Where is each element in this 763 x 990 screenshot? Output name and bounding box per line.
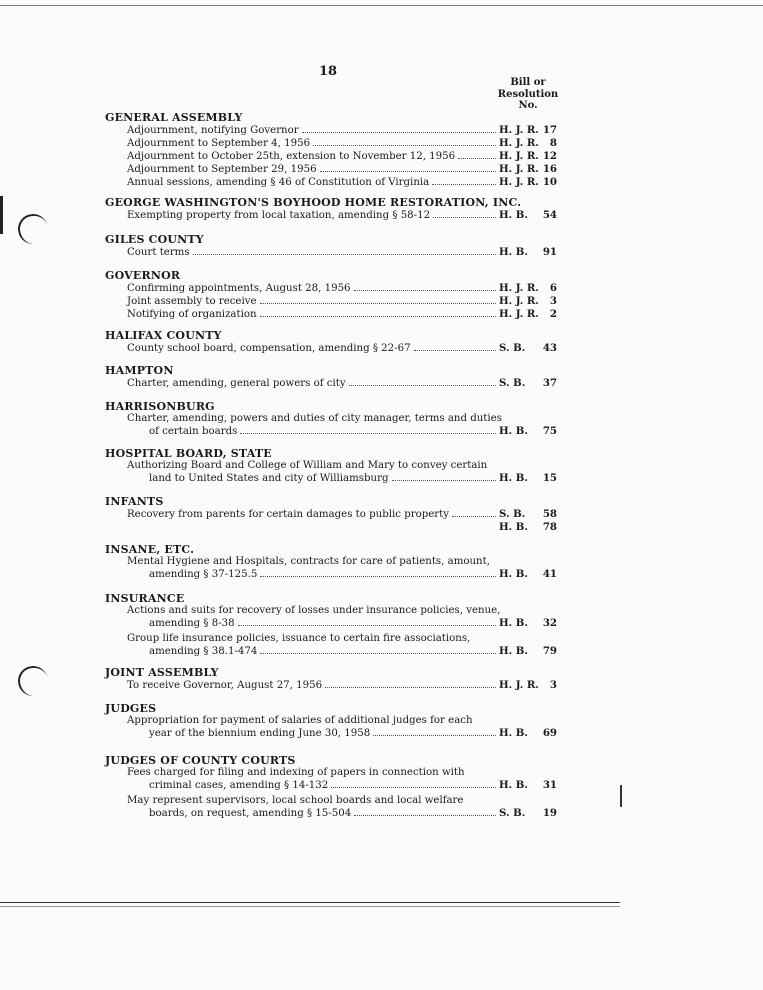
entry-text-continued: amending § 8-38 — [149, 618, 235, 629]
dot-leader — [354, 290, 496, 291]
section-heading: GEORGE WASHINGTON'S BOYHOOD HOME RESTORATION, INC. — [105, 196, 522, 209]
entry-line — [105, 282, 557, 295]
entry-text: Authorizing Board and College of William and Mary to convey certain — [127, 460, 488, 471]
bill-type: H. J. R. — [499, 679, 539, 691]
bill-reference — [499, 521, 557, 533]
bill-type: H. B. — [499, 645, 528, 657]
entry-text: Recovery from parents for certain damages to public property — [127, 509, 449, 520]
section-heading: INFANTS — [105, 495, 164, 508]
entry-line — [105, 472, 557, 485]
bill-number: 3 — [549, 295, 557, 307]
index-section — [105, 197, 557, 222]
bill-number: 54 — [542, 209, 557, 221]
index-entry — [105, 556, 557, 581]
entry-line — [105, 779, 557, 792]
index-entry — [105, 795, 557, 820]
column-header-line: Resolution — [497, 88, 559, 100]
entry-text-continued: of certain boards — [149, 426, 238, 437]
bill-reference — [499, 508, 557, 520]
index-section — [105, 593, 557, 658]
column-header — [497, 77, 559, 112]
dot-leader — [313, 145, 496, 146]
bill-type: S. B. — [499, 377, 526, 389]
entry-line — [105, 617, 557, 630]
bill-type: H. J. R. — [499, 176, 539, 188]
index-entry — [105, 767, 557, 792]
punch-hole-mark — [16, 664, 51, 699]
entry-line — [105, 342, 557, 355]
entry-line — [105, 413, 557, 425]
section-heading: HAMPTON — [105, 364, 174, 377]
entry-text: Adjournment to September 4, 1956 — [127, 138, 311, 149]
page-bottom-edge — [0, 906, 620, 907]
bill-reference — [499, 779, 557, 791]
index-section — [105, 755, 557, 820]
dot-leader — [238, 625, 496, 626]
dot-leader — [452, 516, 496, 517]
entry-text: Fees charged for filing and indexing of papers in connection with — [127, 767, 465, 778]
bill-number: 6 — [549, 282, 557, 294]
bill-number: 37 — [542, 377, 557, 389]
bill-type: S. B. — [499, 807, 526, 819]
index-entry — [105, 124, 557, 137]
bill-type: H. J. R. — [499, 124, 539, 136]
index-entry — [105, 209, 557, 222]
index-entry — [105, 679, 557, 692]
column-header-line: Bill or — [510, 77, 546, 88]
dot-leader — [349, 385, 496, 386]
entry-text: Exempting property from local taxation, amending § 58-12 — [127, 210, 431, 221]
index-entry — [105, 176, 557, 189]
entry-text: Annual sessions, amending § 46 of Constitution of Virginia — [127, 177, 430, 188]
index-section — [105, 496, 557, 533]
index-entry — [105, 508, 557, 533]
index-section — [105, 234, 557, 259]
dot-leader — [302, 132, 496, 133]
entry-line — [105, 727, 557, 740]
entry-text-continued: amending § 38.1-474 — [149, 646, 258, 657]
index-entry — [105, 246, 557, 259]
entry-line — [105, 807, 557, 820]
bill-type: H. J. R. — [499, 150, 539, 162]
bill-number: 43 — [542, 342, 557, 354]
entry-line — [105, 460, 557, 472]
bill-reference — [499, 807, 557, 819]
dot-leader — [260, 303, 496, 304]
index-entry — [105, 282, 557, 295]
entry-text: Confirming appointments, August 28, 1956 — [127, 283, 351, 294]
entry-text-continued: amending § 37-125.5 — [149, 569, 258, 580]
bill-number: 8 — [549, 137, 557, 149]
dot-leader — [458, 158, 496, 159]
entry-text: Adjournment, notifying Governor — [127, 125, 299, 136]
entry-text-continued: criminal cases, amending § 14-132 — [149, 780, 329, 791]
entry-line — [105, 295, 557, 308]
index-entry — [105, 150, 557, 163]
bill-reference — [499, 617, 557, 629]
binder-mark — [0, 196, 3, 234]
entry-text: Adjournment to September 29, 1956 — [127, 164, 317, 175]
section-heading: JOINT ASSEMBLY — [105, 666, 219, 679]
entry-text: Group life insurance policies, issuance to certain fire associations, — [127, 633, 471, 644]
bill-type: H. B. — [499, 209, 528, 221]
bill-number: 78 — [542, 521, 557, 533]
section-heading: HARRISONBURG — [105, 400, 215, 413]
entry-text-continued: land to United States and city of Williamsburg — [149, 473, 389, 484]
dot-leader — [331, 787, 496, 788]
bill-reference — [499, 209, 557, 221]
bill-type: S. B. — [499, 342, 526, 354]
entry-text: Court terms — [127, 247, 190, 258]
section-heading: INSANE, ETC. — [105, 543, 195, 556]
entry-line — [105, 508, 557, 521]
dot-leader — [240, 433, 496, 434]
section-heading: JUDGES OF COUNTY COURTS — [105, 754, 296, 767]
entry-text: To receive Governor, August 27, 1956 — [127, 680, 323, 691]
entry-text-continued: boards, on request, amending § 15-504 — [149, 808, 352, 819]
bill-reference — [499, 342, 557, 354]
entry-text: County school board, compensation, amending § 22-67 — [127, 343, 411, 354]
bill-number: 32 — [542, 617, 557, 629]
index-entry — [105, 715, 557, 740]
margin-mark — [620, 785, 622, 807]
bill-type: H. B. — [499, 472, 528, 484]
section-heading: HALIFAX COUNTY — [105, 329, 222, 342]
section-heading: GOVERNOR — [105, 269, 181, 282]
bill-number: 91 — [542, 246, 557, 258]
additional-reference — [105, 521, 557, 533]
bill-reference — [499, 282, 557, 294]
dot-leader — [193, 254, 496, 255]
index-entry — [105, 308, 557, 321]
bill-reference — [499, 308, 557, 320]
page-top-edge — [0, 5, 763, 6]
dot-leader — [325, 687, 496, 688]
index-section — [105, 448, 557, 485]
entry-line — [105, 633, 557, 645]
bill-type: H. J. R. — [499, 163, 539, 175]
bill-type: H. J. R. — [499, 295, 539, 307]
bill-number: 16 — [542, 163, 557, 175]
index-entry — [105, 137, 557, 150]
entry-line — [105, 568, 557, 581]
index-section — [105, 703, 557, 740]
index-section — [105, 112, 557, 189]
bill-number: 12 — [542, 150, 557, 162]
index-entry — [105, 163, 557, 176]
column-header-line: No. — [518, 100, 538, 111]
entry-line — [105, 605, 557, 617]
section-heading: HOSPITAL BOARD, STATE — [105, 447, 272, 460]
punch-hole-mark — [16, 212, 51, 247]
bill-reference — [499, 425, 557, 437]
bill-reference — [499, 472, 557, 484]
dot-leader — [260, 316, 496, 317]
section-heading: JUDGES — [105, 702, 157, 715]
bill-reference — [499, 645, 557, 657]
bill-type: H. B. — [499, 246, 528, 258]
entry-line — [105, 163, 557, 176]
index-section — [105, 667, 557, 692]
bill-number: 19 — [542, 807, 557, 819]
index-entry — [105, 295, 557, 308]
entry-line — [105, 308, 557, 321]
index-entry — [105, 633, 557, 658]
section-heading: GILES COUNTY — [105, 233, 204, 246]
bill-reference — [499, 727, 557, 739]
bill-type: H. J. R. — [499, 308, 539, 320]
bill-reference — [499, 137, 557, 149]
entry-line — [105, 209, 557, 222]
entry-line — [105, 246, 557, 259]
bill-number: 41 — [542, 568, 557, 580]
index-entry — [105, 342, 557, 355]
page-bottom-edge — [0, 902, 620, 903]
bill-number: 69 — [542, 727, 557, 739]
dot-leader — [260, 653, 496, 654]
bill-number: 75 — [542, 425, 557, 437]
entry-text: May represent supervisors, local school boards and local welfare — [127, 795, 464, 806]
section-heading: GENERAL ASSEMBLY — [105, 111, 243, 124]
dot-leader — [432, 184, 496, 185]
dot-leader — [260, 576, 496, 577]
entry-line — [105, 137, 557, 150]
bill-number: 2 — [549, 308, 557, 320]
entry-line — [105, 679, 557, 692]
bill-type: H. B. — [499, 425, 528, 437]
bill-number: 10 — [542, 176, 557, 188]
entry-line — [105, 645, 557, 658]
bill-type: S. B. — [499, 508, 526, 520]
bill-type: H. J. R. — [499, 137, 539, 149]
bill-reference — [499, 163, 557, 175]
section-heading: INSURANCE — [105, 592, 185, 605]
entry-line — [105, 556, 557, 568]
entry-line — [105, 795, 557, 807]
dot-leader — [433, 217, 496, 218]
entry-line — [105, 176, 557, 189]
index-section — [105, 544, 557, 581]
dot-leader — [320, 171, 496, 172]
bill-number: 79 — [542, 645, 557, 657]
index-entry — [105, 605, 557, 630]
entry-text-continued: year of the biennium ending June 30, 1958 — [149, 728, 371, 739]
dot-leader — [373, 735, 496, 736]
entry-line — [105, 425, 557, 438]
bill-number: 15 — [542, 472, 557, 484]
page-number: 18 — [318, 64, 338, 79]
index-entry — [105, 377, 557, 390]
entry-text: Appropriation for payment of salaries of additional judges for each — [127, 715, 473, 726]
dot-leader — [392, 480, 497, 481]
bill-type: H. B. — [499, 568, 528, 580]
bill-reference — [499, 568, 557, 580]
index-section — [105, 401, 557, 438]
entry-text: Charter, amending, powers and duties of city manager, terms and duties — [127, 413, 502, 424]
bill-type: H. J. R. — [499, 282, 539, 294]
index-section — [105, 330, 557, 355]
bill-type: H. B. — [499, 779, 528, 791]
entry-text: Adjournment to October 25th, extension to November 12, 1956 — [127, 151, 456, 162]
index-entry — [105, 413, 557, 438]
bill-number: 31 — [542, 779, 557, 791]
dot-leader — [414, 350, 496, 351]
entry-line — [105, 715, 557, 727]
dot-leader — [354, 815, 496, 816]
bill-number: 17 — [542, 124, 557, 136]
index-section — [105, 270, 557, 321]
bill-reference — [499, 295, 557, 307]
index-entry — [105, 460, 557, 485]
bill-reference — [499, 124, 557, 136]
entry-text: Actions and suits for recovery of losses under insurance policies, venue, — [127, 605, 501, 616]
bill-reference — [499, 150, 557, 162]
bill-type: H. B. — [499, 727, 528, 739]
index-section — [105, 365, 557, 390]
bill-type: H. B. — [499, 521, 528, 533]
bill-type: H. B. — [499, 617, 528, 629]
entry-line — [105, 150, 557, 163]
entry-line — [105, 767, 557, 779]
bill-number: 3 — [549, 679, 557, 691]
entry-text: Notifying of organization — [127, 309, 257, 320]
entry-line — [105, 377, 557, 390]
bill-reference — [499, 176, 557, 188]
entry-text: Mental Hygiene and Hospitals, contracts for care of patients, amount, — [127, 556, 490, 567]
entry-text: Joint assembly to receive — [127, 296, 257, 307]
entry-line — [105, 124, 557, 137]
bill-number: 58 — [542, 508, 557, 520]
entry-text: Charter, amending, general powers of city — [127, 378, 346, 389]
bill-reference — [499, 679, 557, 691]
bill-reference — [499, 246, 557, 258]
bill-reference — [499, 377, 557, 389]
